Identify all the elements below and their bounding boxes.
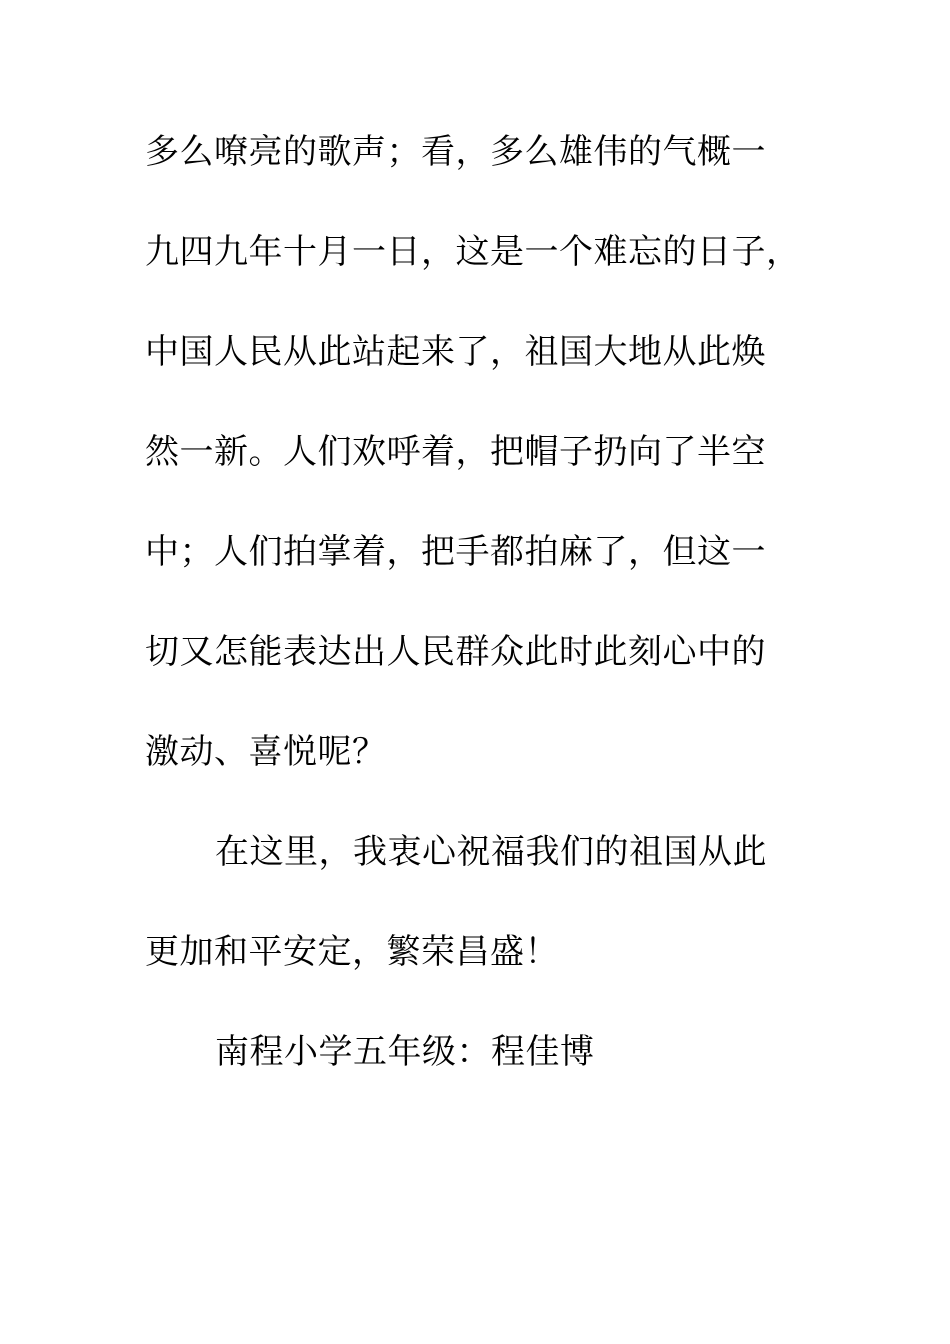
- body-text-line: 更加和平安定，繁荣昌盛！: [145, 932, 559, 972]
- body-text-line: 中国人民从此站起来了，祖国大地从此焕: [145, 332, 766, 372]
- paragraph-start-line: 在这里，我衷心祝福我们的祖国从此: [215, 832, 767, 872]
- author-signature-line: 南程小学五年级：程佳博: [215, 1032, 595, 1072]
- body-text-line: 激动、喜悦呢？: [145, 732, 387, 772]
- body-text-line: 多么嘹亮的歌声；看，多么雄伟的气概一: [145, 132, 766, 172]
- body-text-line: 九四九年十月一日，这是一个难忘的日子，: [145, 232, 801, 272]
- body-text-line: 切又怎能表达出人民群众此时此刻心中的: [145, 632, 766, 672]
- body-text-line: 然一新。人们欢呼着，把帽子扔向了半空: [145, 432, 766, 472]
- body-text-line: 中；人们拍掌着，把手都拍麻了，但这一: [145, 532, 766, 572]
